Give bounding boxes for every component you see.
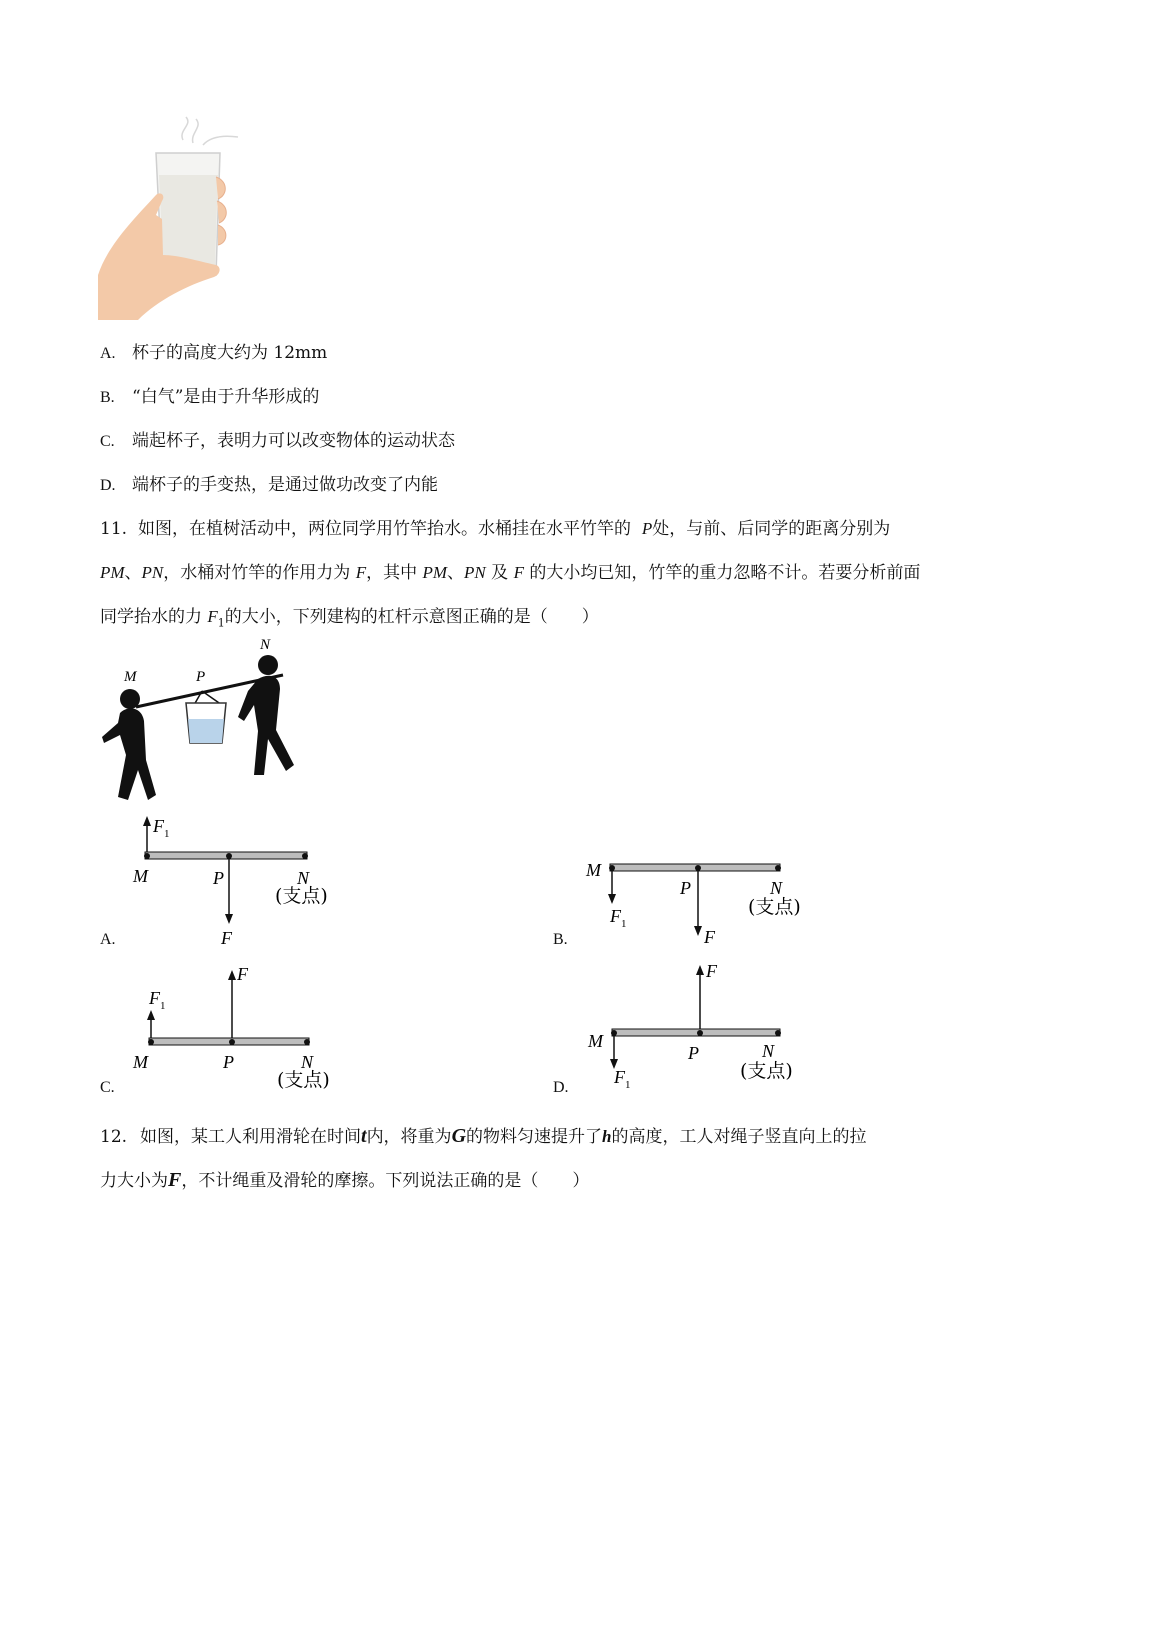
svg-text:M: M xyxy=(588,1031,603,1051)
figure-label-m: M xyxy=(124,669,137,685)
q10-option-d: D. 端杯子的手变热，是通过做功改变了内能 xyxy=(100,475,438,495)
svg-text:F: F xyxy=(237,964,248,984)
q11-stem-line2: PM、PN，水桶对竹竿的作用力为 F，其中 PM、PN 及 F 的大小均已知，竹竿的重力忽略不计。若要分析前面 xyxy=(100,563,921,583)
q12-stem-line1: 12. 如图，某工人利用滑轮在时间t内，将重为G的物料匀速提升了h的高度，工人对绳子竖直向上的拉 xyxy=(100,1125,867,1147)
svg-text:1: 1 xyxy=(160,1000,166,1012)
label-f1: F xyxy=(153,816,164,836)
svg-text:M: M xyxy=(133,866,148,886)
q10-option-b: B. “白气”是由于升华形成的 xyxy=(100,387,320,407)
svg-text:F: F xyxy=(610,906,621,926)
svg-text:N: N xyxy=(762,1041,775,1061)
lever-bar xyxy=(145,852,307,859)
fulcrum-label: (支点) xyxy=(275,885,328,907)
svg-text:N: N xyxy=(770,878,783,898)
q10-option-a: A. 杯子的高度大约为 12mm xyxy=(100,343,328,363)
svg-text:F: F xyxy=(614,1067,625,1087)
svg-text:N: N xyxy=(297,868,310,888)
milk-glass-figure xyxy=(98,115,248,325)
q12-number: 12. xyxy=(100,1127,128,1147)
lever-bar xyxy=(612,1029,780,1036)
q12-stem-line2: 力大小为F，不计绳重及滑轮的摩擦。下列说法正确的是（ ） xyxy=(100,1169,590,1191)
svg-text:F: F xyxy=(704,927,715,947)
svg-text:(支点): (支点) xyxy=(740,1060,793,1082)
svg-text:P: P xyxy=(223,1052,234,1072)
svg-text:1: 1 xyxy=(164,828,170,840)
svg-text:P: P xyxy=(680,878,691,898)
q11-option-a-label: A. xyxy=(100,931,116,948)
svg-text:(支点): (支点) xyxy=(748,896,801,918)
svg-text:P: P xyxy=(213,868,224,888)
q11-option-b-label: B. xyxy=(553,931,568,948)
q11-stem-line1: 11. 如图，在植树活动中，两位同学用竹竿抬水。水桶挂在水平竹竿的 P处，与前、后同学的距离分别为 xyxy=(100,519,891,539)
lever-bar xyxy=(149,1038,309,1045)
svg-text:(支点): (支点) xyxy=(277,1069,330,1091)
q11-diagram-c xyxy=(125,960,355,1095)
q10-option-c: C. 端起杯子，表明力可以改变物体的运动状态 xyxy=(100,431,455,451)
svg-text:1: 1 xyxy=(625,1079,631,1091)
svg-text:F: F xyxy=(149,988,160,1008)
q11-diagram-a xyxy=(125,812,355,952)
svg-text:F: F xyxy=(706,961,717,981)
q11-stem-line3: 同学抬水的力 $F_1$的大小，下列建构的杠杆示意图正确的是（ ） xyxy=(100,607,599,630)
lever-bar xyxy=(610,864,780,871)
q11-diagram-b xyxy=(580,848,820,953)
figure-label-p: P xyxy=(196,669,206,685)
q11-option-c-label: C. xyxy=(100,1079,115,1096)
svg-text:N: N xyxy=(301,1052,314,1072)
svg-text:M: M xyxy=(586,860,601,880)
q11-number: 11. xyxy=(100,519,128,539)
q11-option-d-label: D. xyxy=(553,1079,569,1096)
svg-text:P: P xyxy=(688,1043,699,1063)
svg-text:M: M xyxy=(133,1052,148,1072)
q11-carrying-figure xyxy=(98,635,303,810)
q11-diagram-d xyxy=(580,955,820,1095)
svg-text:F: F xyxy=(221,928,232,948)
svg-text:1: 1 xyxy=(621,918,627,930)
figure-label-n: N xyxy=(260,637,271,653)
